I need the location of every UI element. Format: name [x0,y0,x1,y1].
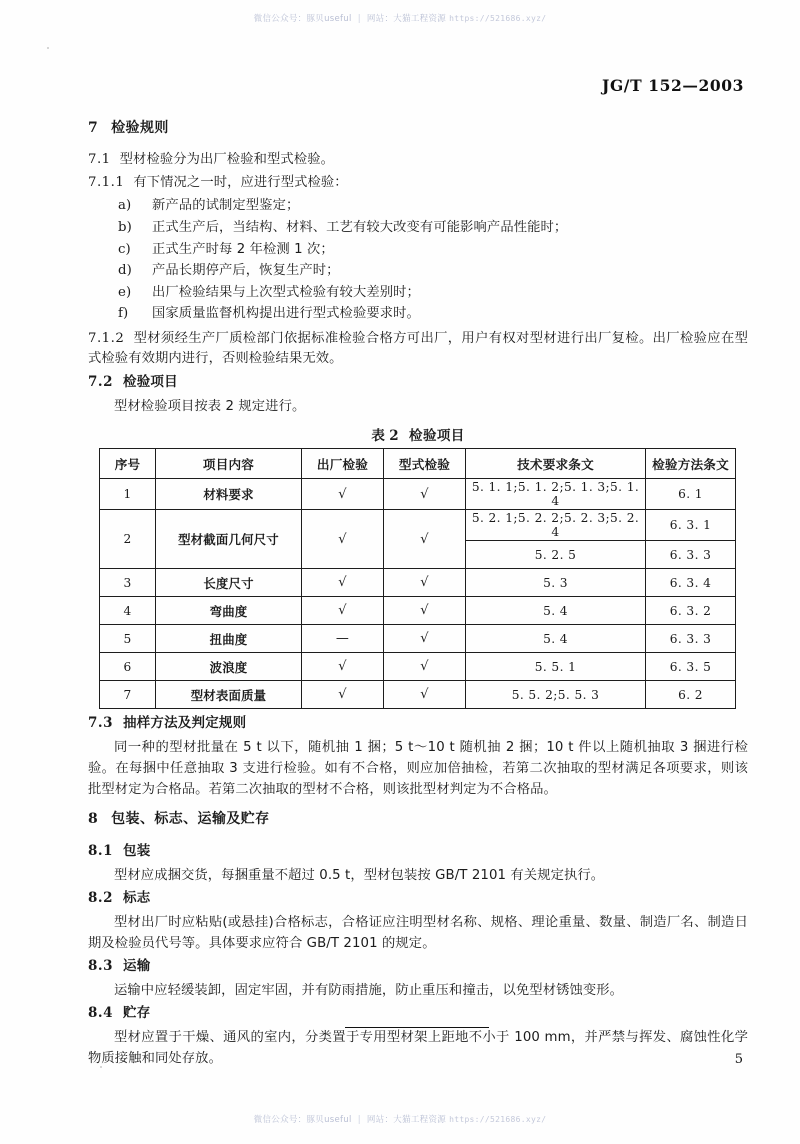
clause-7-1-text: 型材检验分为出厂检验和型式检验。 [119,152,335,167]
clause-7-1-1-number: 7.1.1 [88,174,125,190]
clause-8-1-title: 包装 [123,842,151,859]
heading-clause-8-2 [88,888,748,909]
cell-type-inspection: √ [384,653,466,681]
clause-8-2-body: 型材出厂时应粘贴(或悬挂)合格标志，合格证应注明型材名称、规格、理论重量、数量、制造厂名、制造日期及检验员代号等。具体要求应符合 GB/T 2101 的规定。 [88,914,748,951]
list-item-text: 新产品的试制定型鉴定； [152,198,300,214]
list-item-text: 出厂检验结果与上次型式检验有较大差别时； [152,284,420,300]
cell-type-inspection: √ [384,625,466,653]
clause-7-1-2 [88,329,748,370]
list-marker: c) [118,241,131,257]
clause-8-4-number: 8.4 [88,1004,113,1021]
clause-8-4-body: 型材应置于干燥、通风的室内，分类置于专用型材架上距地不小于 100 mm，并严禁与挥发、腐蚀性化学物质接触和同处存放。 [88,1029,748,1066]
cell-factory-inspection: √ [302,653,384,681]
section-8-title: 包装、标志、运输及贮存 [111,810,270,827]
watermark-account: 微信公众号：豚贝useful [253,1115,352,1125]
watermark-site: 网站：大猫工程资源 [366,1115,447,1125]
footer-divider-rule [345,1027,489,1028]
heading-clause-8-4 [88,1003,748,1024]
table-row [100,479,736,510]
heading-section-7 [88,118,748,139]
document-body [88,118,748,1071]
cell-type-inspection: √ [384,510,466,569]
type-test-conditions-list [88,195,748,324]
cell-type-inspection: √ [384,597,466,625]
watermark-url: https://521686.xyz/ [449,1115,547,1124]
table-row [100,681,736,709]
cell-item: 波浪度 [156,653,302,681]
table-row [100,569,736,597]
table-row [100,625,736,653]
list-item [88,260,748,282]
clause-8-2-title: 标志 [123,889,151,906]
table-number: 2 [389,428,400,445]
cell-method-clause: 6. 3. 2 [646,597,736,625]
cell-item: 材料要求 [156,479,302,510]
list-item [88,303,748,325]
cell-type-inspection: √ [384,479,466,510]
clause-7-3-body: 同一种的型材批量在 5 t 以下，随机抽 1 捆；5 t～10 t 随机抽 2 捆；10 t 件以上随机抽取 3 捆进行检验。在每捆中任意抽取 3 支进行检验。如有不合格，则应加倍抽检，若第二次抽取的型材满足各项要求，则该批型材定为合格品。若第二次抽取的型材不合格，则该批型材判定为不合格品。 [88,739,748,797]
section-7-title: 检验规则 [111,120,169,136]
watermark-separator: | [357,1115,361,1125]
cell-type-inspection: √ [384,569,466,597]
list-marker: e) [118,284,132,300]
cell-factory-inspection: — [302,625,384,653]
scan-speck [47,47,49,49]
heading-section-8 [88,809,748,830]
cell-item: 长度尺寸 [156,569,302,597]
column-header-technical-clause: 技术要求条文 [466,449,646,479]
cell-type-inspection: √ [384,681,466,709]
cell-factory-inspection: √ [302,479,384,510]
heading-clause-7-2 [88,372,748,393]
clause-8-3-number: 8.3 [88,957,113,974]
list-marker: d) [118,263,132,279]
cell-technical-clause: 5. 1. 1;5. 1. 2;5. 1. 3;5. 1. 4 [466,479,646,510]
cell-index: 5 [100,625,156,653]
cell-technical-clause: 5. 2. 5 [466,541,646,569]
column-header-item: 项目内容 [156,449,302,479]
clause-8-3-title: 运输 [123,957,151,974]
list-item-text: 产品长期停产后，恢复生产时； [152,263,340,279]
page-number: 5 [734,1052,743,1067]
cell-index: 6 [100,653,156,681]
cell-item: 扭曲度 [156,625,302,653]
cell-technical-clause: 5. 4 [466,597,646,625]
clause-7-2-body: 型材检验项目按表 2 规定进行。 [114,399,306,415]
watermark-url: https://521686.xyz/ [449,14,547,23]
clause-8-3-body: 运输中应轻缓装卸，固定牢固，并有防雨措施，防止重压和撞击，以免型材锈蚀变形。 [114,982,624,998]
watermark-account: 微信公众号：豚贝useful [253,14,352,24]
watermark-bottom [0,1113,800,1125]
clause-7-1-1-text: 有下情况之一时，应进行型式检验： [133,174,348,190]
list-item-text: 国家质量监督机构提出进行型式检验要求时。 [152,306,420,322]
clause-8-1-number: 8.1 [88,842,113,859]
list-marker: b) [118,220,132,235]
list-marker: a) [118,198,132,214]
cell-item: 弯曲度 [156,597,302,625]
list-item-text: 正式生产时每 2 年检测 1 次； [152,241,334,257]
clause-8-4-title: 贮存 [123,1004,151,1021]
clause-7-2-title: 检验项目 [123,374,178,391]
heading-clause-8-3 [88,956,748,977]
cell-method-clause: 6. 1 [646,479,736,510]
cell-method-clause: 6. 3. 1 [646,510,736,541]
column-header-factory-inspection: 出厂检验 [302,449,384,479]
cell-item: 型材截面几何尺寸 [156,510,302,569]
table-title-text: 检验项目 [409,428,465,445]
cell-technical-clause: 5. 5. 2;5. 5. 3 [466,681,646,709]
cell-method-clause: 6. 3. 3 [646,541,736,569]
table-row [100,597,736,625]
watermark-separator: | [357,14,361,24]
clause-7-1 [88,150,748,171]
cell-factory-inspection: √ [302,681,384,709]
table-2-caption [88,424,748,444]
cell-index: 2 [100,510,156,569]
cell-item: 型材表面质量 [156,681,302,709]
clause-7-1-number: 7.1 [88,152,111,167]
cell-method-clause: 6. 3. 4 [646,569,736,597]
cell-technical-clause: 5. 2. 1;5. 2. 2;5. 2. 3;5. 2. 4 [466,510,646,541]
clause-7-1-1 [88,173,748,194]
cell-index: 3 [100,569,156,597]
cell-technical-clause: 5. 4 [466,625,646,653]
table-label: 表 [371,428,386,445]
cell-factory-inspection: √ [302,597,384,625]
list-marker: f) [118,306,129,322]
cell-index: 7 [100,681,156,709]
cell-technical-clause: 5. 3 [466,569,646,597]
clause-7-1-2-text: 型材须经生产厂质检部门依据标准检验合格方可出厂，用户有权对型材进行出厂复检。出厂检验应在型式检验有效期内进行，否则检验结果无效。 [88,330,748,367]
list-item-text: 正式生产后，当结构、材料、工艺有较大改变有可能影响产品性能时； [152,220,568,235]
heading-clause-8-1 [88,841,748,862]
section-7-number: 7 [88,120,99,136]
cell-method-clause: 6. 3. 5 [646,653,736,681]
cell-technical-clause: 5. 5. 1 [466,653,646,681]
list-item [88,239,748,261]
watermark-top [0,12,800,24]
column-header-method-clause: 检验方法条文 [646,449,736,479]
cell-method-clause: 6. 3. 3 [646,625,736,653]
list-item [88,282,748,304]
clause-8-1-body: 型材应成捆交货，每捆重量不超过 0.5 t，型材包装按 GB/T 2101 有关规定执行。 [114,867,605,883]
running-head-standard-number: JG/T 152—2003 [602,76,744,95]
cell-index: 4 [100,597,156,625]
list-item [88,195,748,217]
section-8-number: 8 [88,810,99,827]
list-item [88,217,748,239]
column-header-type-inspection: 型式检验 [384,449,466,479]
table-header-row [100,449,736,479]
cell-index: 1 [100,479,156,510]
column-header-index: 序号 [100,449,156,479]
cell-factory-inspection: √ [302,569,384,597]
clause-8-2-number: 8.2 [88,889,113,906]
inspection-items-table [99,448,736,709]
cell-factory-inspection: √ [302,510,384,569]
cell-method-clause: 6. 2 [646,681,736,709]
watermark-site: 网站：大猫工程资源 [366,14,447,24]
clause-7-3-number: 7.3 [88,715,113,732]
clause-7-3-title: 抽样方法及判定规则 [123,715,247,732]
table-row [100,510,736,541]
clause-7-1-2-number: 7.1.2 [88,330,125,346]
clause-7-2-number: 7.2 [88,374,113,391]
heading-clause-7-3 [88,713,748,734]
table-row [100,653,736,681]
